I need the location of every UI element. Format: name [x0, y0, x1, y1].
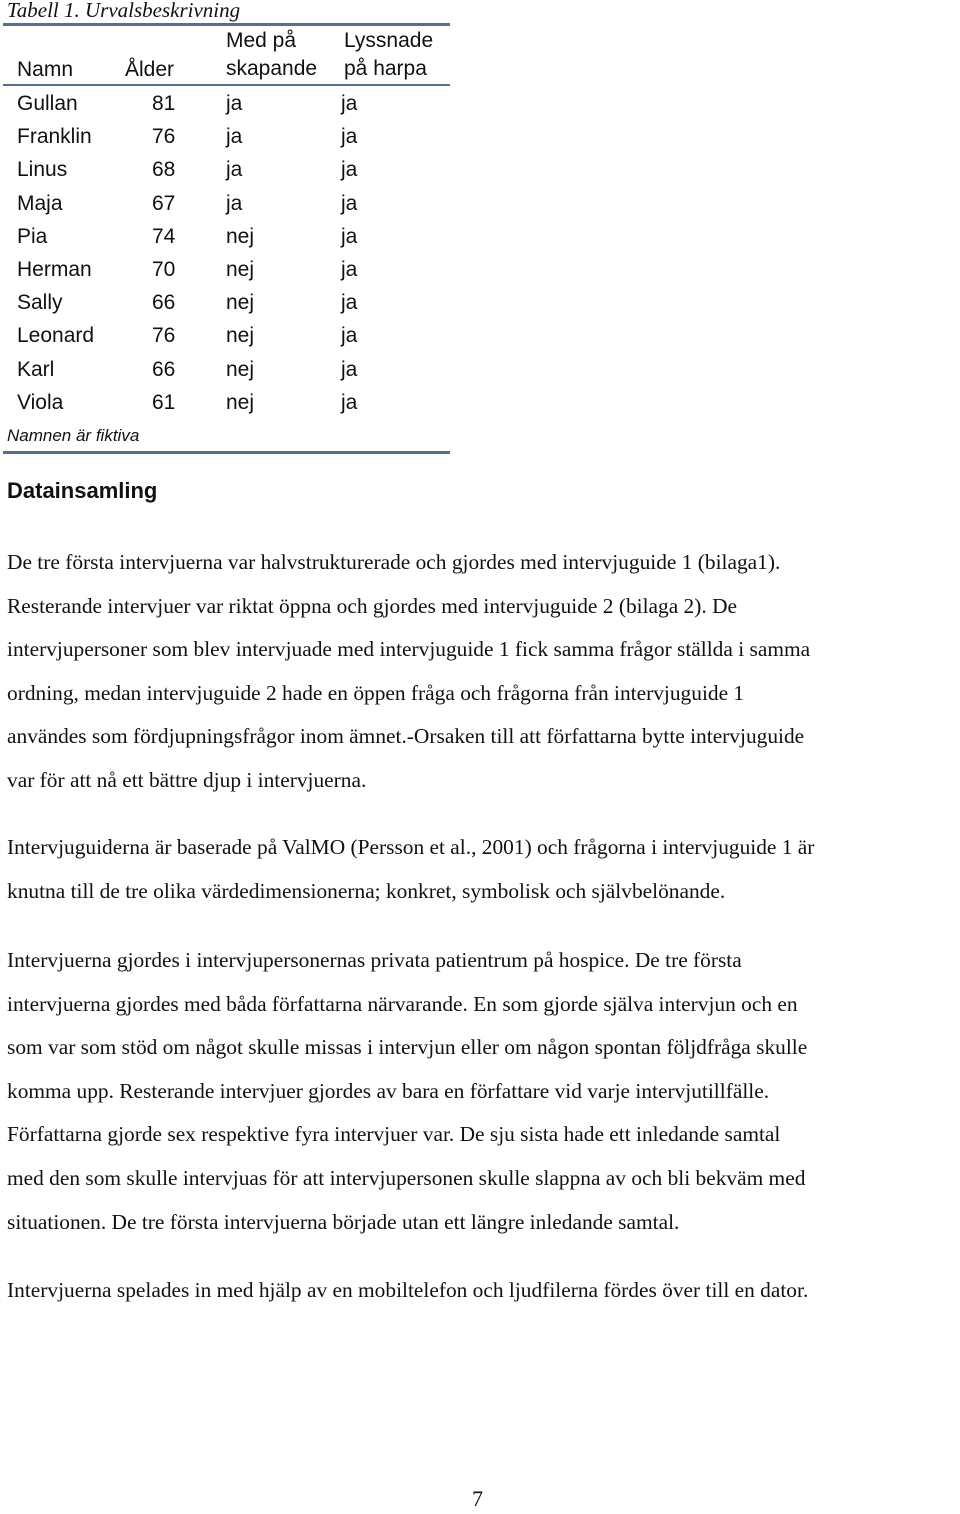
table-row [0, 386, 460, 419]
table-row [0, 220, 460, 253]
cell-namn: Maja [17, 191, 63, 215]
table-top-rule [3, 23, 450, 26]
table-caption: Tabell 1. Urvalsbeskrivning [7, 0, 241, 22]
cell-alder: 68 [152, 158, 176, 182]
table-row [0, 253, 460, 286]
paragraph-line: användes som fördjupningsfrågor inom ämnet.-Orsaken till att författarna bytte intervjuguide [7, 724, 805, 749]
cell-med: nej [226, 291, 255, 315]
cell-lys: ja [341, 125, 358, 149]
table-row [0, 286, 460, 319]
table-row [0, 319, 460, 352]
paragraph-line: De tre första intervjuerna var halvstrukturerade och gjordes med intervjuguide 1 (bilaga1). [7, 550, 781, 574]
cell-med: nej [226, 224, 255, 248]
paragraph-line: som var som stöd om något skulle missas i intervjun eller om någon spontan följdfråga skulle [7, 1035, 808, 1060]
paragraph-line: intervjupersoner som blev intervjuade med intervjuguide 1 fick samma frågor ställda i samma [7, 637, 811, 662]
cell-med: nej [226, 258, 255, 281]
table-bottom-rule [3, 451, 450, 454]
table-row [0, 120, 460, 153]
cell-med: ja [226, 158, 243, 182]
cell-med: nej [226, 390, 255, 414]
header-alder: Ålder [125, 58, 175, 81]
header-med-pa-skapande [226, 27, 317, 83]
paragraph-line: med den som skulle intervjuas för att intervjupersonen skulle slappna av och bli bekväm med [7, 1166, 806, 1190]
cell-lys: ja [341, 92, 358, 115]
paragraph-line: ordning, medan intervjuguide 2 hade en öppen fråga och frågorna från intervjuguide 1 [7, 680, 745, 705]
cell-namn: Sally [17, 291, 63, 315]
cell-namn: Viola [17, 390, 64, 414]
header-lys-line1: Lyssnade [344, 29, 434, 52]
paragraph-line: Intervjuerna spelades in med hjälp av en mobiltelefon och ljudfilerna fördes över till en dator. [7, 1278, 809, 1302]
cell-lys: ja [341, 357, 358, 381]
table-row [0, 153, 460, 186]
header-namn: Namn [17, 58, 74, 81]
cell-lys: ja [341, 158, 358, 182]
paragraph-line: situationen. De tre första intervjuerna började utan ett längre inledande samtal. [7, 1209, 680, 1234]
cell-namn: Franklin [17, 125, 92, 149]
paragraph-line: komma upp. Resterande intervjuer gjordes av bara en författare vid varje intervjutillfälle. [7, 1078, 770, 1103]
cell-alder: 66 [152, 357, 176, 381]
paragraph-line: Intervjuguiderna är baserade på ValMO (Persson et al., 2001) och frågorna i intervjuguide 1 är [7, 835, 815, 859]
cell-alder: 61 [152, 390, 176, 414]
cell-med: ja [226, 125, 243, 149]
cell-alder: 67 [152, 191, 176, 215]
cell-med: ja [226, 191, 243, 215]
cell-namn: Pia [17, 224, 48, 248]
cell-alder: 66 [152, 291, 176, 315]
cell-namn: Linus [17, 158, 68, 182]
cell-med: ja [226, 92, 243, 115]
cell-lys: ja [341, 291, 358, 315]
page-number: 7 [472, 1486, 483, 1511]
paragraph-line: Resterande intervjuer var riktat öppna och gjordes med intervjuguide 2 (bilaga 2). De [7, 593, 738, 618]
cell-med: nej [226, 357, 255, 381]
header-med-line2: skapande [226, 57, 318, 80]
cell-med: nej [226, 324, 255, 348]
cell-alder: 76 [152, 125, 176, 149]
table-note: Namnen är fiktiva [7, 426, 140, 445]
cell-namn: Gullan [17, 92, 78, 115]
table-header-rule [3, 84, 450, 86]
cell-lys: ja [341, 324, 358, 348]
cell-namn: Leonard [17, 324, 95, 348]
cell-alder: 81 [152, 92, 176, 115]
header-lyssnade-pa-harpa [344, 27, 433, 83]
cell-namn: Herman [17, 258, 92, 281]
cell-alder: 74 [152, 224, 176, 248]
paragraph-line: knutna till de tre olika värdedimensionerna; konkret, symbolisk och självbelönande. [7, 878, 726, 903]
cell-alder: 76 [152, 324, 176, 348]
header-lys-line2: på harpa [344, 57, 427, 80]
table-row [0, 187, 460, 220]
cell-namn: Karl [17, 357, 55, 381]
paragraph-line: var för att nå ett bättre djup i intervjuerna. [7, 768, 367, 792]
paragraph-line: intervjuerna gjordes med båda författarna närvarande. En som gjorde själva intervjun och en [7, 991, 798, 1016]
paragraph-line: Intervjuerna gjordes i intervjupersonernas privata patientrum på hospice. De tre första [7, 948, 742, 972]
header-med-line1: Med på [226, 29, 297, 52]
cell-lys: ja [341, 224, 358, 248]
table-row [0, 87, 460, 120]
cell-lys: ja [341, 191, 358, 215]
paragraph-line: Författarna gjorde sex respektive fyra intervjuer var. De sju sista hade ett inledande samtal [7, 1122, 781, 1147]
table-row [0, 353, 460, 386]
cell-lys: ja [341, 390, 358, 414]
cell-lys: ja [341, 258, 358, 281]
section-heading: Datainsamling [7, 478, 158, 503]
cell-alder: 70 [152, 258, 176, 281]
